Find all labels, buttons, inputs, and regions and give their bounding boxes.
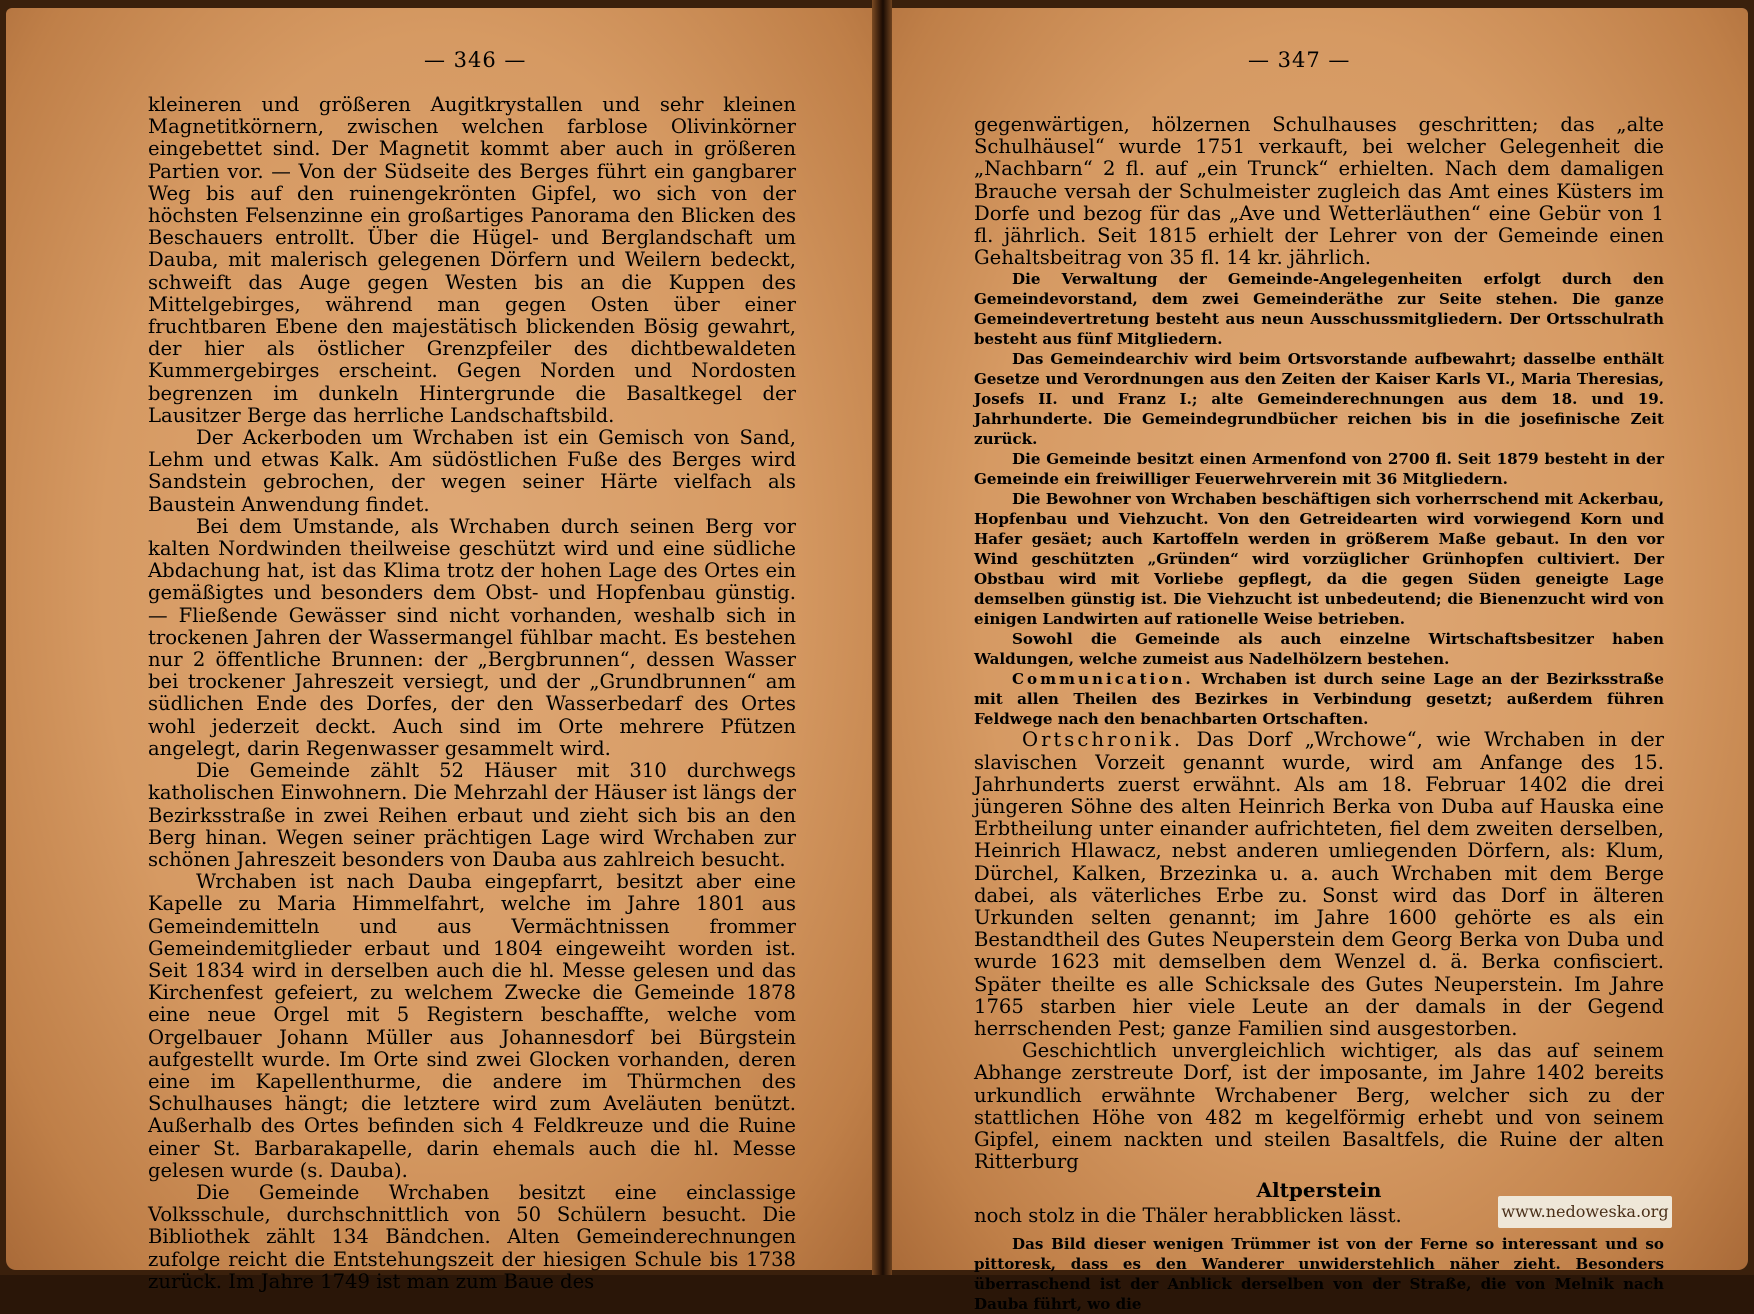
- left-paragraph: Die Gemeinde zählt 52 Häuser mit 310 durchwegs katholischen Einwohnern. Die Mehrzahl der Häuser ist längs der Bezirksstraße in zwei Reihen erbaut und zieht sich bis an den Berg hinan. Wegen seiner prächtigen Lage wird Wrchaben zur schönen Jahreszeit besonders von Dauba aus zahlreich besucht.: [148, 759, 796, 871]
- left-paragraph: Bei dem Umstande, als Wrchaben durch seinen Berg vor kalten Nordwinden theilweise geschützt wird und eine südliche Abdachung hat, ist das Klima trotz der hohen Lage des Ortes ein gemäßigtes und besonders dem Obst- und Hopfenbau günstig. — Fließende Gewässer sind nicht vorhanden, weshalb sich in trockenen Jahren der Wassermangel fühlbar macht. Es bestehen nur 2 öffentliche Brunnen: der „Bergbrunnen“, dessen Wasser bei trockener Jahreszeit versiegt, und der „Grundbrunnen“ am südlichen Ende des Dorfes, der den Wasserbedarf des Ortes wohl jederzeit deckt. Auch sind im Orte mehrere Pfützen angelegt, darin Regenwasser gesammelt wird.: [148, 514, 796, 760]
- left-page-text: [148, 94, 796, 1293]
- right-small-paragraph: Das Gemeindearchiv wird beim Ortsvorstande aufbewahrt; dasselbe enthält Gesetze und Verordnungen aus den Zeiten der Kaiser Karls VI., Maria Theresias, Josefs II. und Franz I.; alte Gemeinderechnungen aus dem 18. und 19. Jahrhunderte. Die Gemeindegrundbücher reichen bis in die josefinische Zeit zurück.: [974, 350, 1664, 449]
- right-page-text: [974, 114, 1664, 1314]
- left-page-number: — 346 —: [424, 48, 527, 72]
- left-paragraph: Wrchaben ist nach Dauba eingepfarrt, besitzt aber eine Kapelle zu Maria Himmelfahrt, welche im Jahre 1801 aus Gemeindemitteln und aus Vermächtnissen frommer Gemeindemitglieder erbaut und 1804 eingeweiht worden ist. Seit 1834 wird in derselben auch die hl. Messe gelesen und das Kirchenfest gefeiert, zu welchem Zwecke die Gemeinde 1878 eine neue Orgel mit 5 Registern beschaffte, welche vom Orgelbauer Johann Müller aus Johannesdorf bei Bürgstein aufgestellt wurde. Im Orte sind zwei Glocken vorhanden, deren eine im Kapellenthurme, die andere im Thürmchen des Schulhauses hängt; die letztere wird zum Aveläuten benützt. Außerhalb des Ortes befinden sich 4 Feldkreuze und die Ruine einer St. Barbarakapelle, darin ehemals auch die hl. Messe gelesen wurde (s. Dauba).: [148, 870, 796, 1182]
- history-paragraph: Geschichtlich unvergleichlich wichtiger, als das auf seinem Abhange zerstreute Dorf, ist der imposante, im Jahre 1402 bereits urkundlich erwähnte Wrchabener Berg, welcher sich zu der stattlichen Höhe von 482 m kegelförmig erhebt und von seinem Gipfel, einem nackten und steilen Basaltfels, die Ruine der alten Ritterburg: [974, 1039, 1664, 1174]
- right-intro-paragraph: gegenwärtigen, hölzernen Schulhauses geschritten; das „alte Schulhäusel“ wurde 1751 verkauft, bei welcher Gelegenheit die „Nachbarn“ 2 fl. auf „ein Trunck“ erhielten. Nach dem damaligen Brauche versah der Schulmeister zugleich das Amt eines Küsters im Dorfe und bezog für das „Ave und Wetterläuthen“ eine Gebür von 1 fl. jährlich. Seit 1815 erhielt der Lehrer von der Gemeinde einen Gehaltsbeitrag von 35 fl. 14 kr. jährlich.: [974, 113, 1664, 270]
- left-paragraph: Der Ackerboden um Wrchaben ist ein Gemisch von Sand, Lehm und etwas Kalk. Am südöstlichen Fuße des Berges wird Sandstein gebrochen, der wegen seiner Härte vielfach als Baustein Anwendung findet.: [148, 426, 796, 516]
- website-watermark: www.nedoweska.org: [1498, 1196, 1672, 1228]
- right-small-paragraph: Die Verwaltung der Gemeinde-Angelegenheiten erfolgt durch den Gemeindevorstand, dem zwei Gemeinderäthe zur Seite stehen. Die ganze Gemeindevertretung besteht aus neun Ausschussmitgliedern. Der Ortsschulrath besteht aus fünf Mitgliedern.: [974, 270, 1664, 349]
- ortschronik-text: Das Dorf „Wrchowe“, wie Wrchaben in der slavischen Vorzeit genannt wurde, wird am Anfange des 15. Jahrhunderts zuerst erwähnt. Als am 18. Februar 1402 die drei jüngeren Söhne des alten Heinrich Berka von Duba auf Hauska eine Erbtheilung unter einander aufrichteten, fiel dem zweiten derselben, Heinrich Hlawacz, nebst anderen umliegenden Dörfern, als: Klum, Dürchel, Kalken, Brzezinka u. a. auch Wrchaben mit dem Berge dabei, als väterliches Erbe zu. Sonst wird das Dorf in älteren Urkunden selten genannt; im Jahre 1600 gehörte es als ein Bestandtheil des Gutes Neuperstein dem Georg Berka von Duba und wurde 1623 mit demselben dem Wenzel d. ä. Berka confisciert. Später theilte es alle Schicksale des Gutes Neuperstein. Im Jahre 1765 starben hier viele Leute an der damals in der Gegend herrschenden Pest; ganze Familien sind ausgestorben.: [974, 728, 1665, 1041]
- altperstein-heading: Altperstein: [1256, 1178, 1382, 1203]
- after-heading-line: noch stolz in die Thäler herabblicken lässt.: [974, 1204, 1402, 1228]
- communication-label: Communication.: [1012, 670, 1194, 689]
- book-gutter: [872, 0, 892, 1275]
- communication-paragraph: [974, 669, 1664, 729]
- communication-text: Wrchaben ist durch seine Lage an der Bezirksstraße mit allen Theilen des Bezirkes in Verbindung gesetzt; außerdem führen Feldwege nach den benachbarten Ortschaften.: [974, 670, 1664, 729]
- final-small-paragraph: Das Bild dieser wenigen Trümmer ist von der Ferne so interessant und so pittoresk, dass es den Wanderer unwiderstehlich näher zieht. Besonders überraschend ist der Anblick derselben von der Straße, die von Melnik nach Dauba führt, wo die: [974, 1234, 1664, 1313]
- right-page-number: — 347 —: [1248, 48, 1351, 72]
- ortschronik-label: Ortschronik.: [1022, 728, 1184, 752]
- right-small-paragraph: Sowohl die Gemeinde als auch einzelne Wirtschaftsbesitzer haben Waldungen, welche zumeist aus Nadelhölzern bestehen.: [974, 630, 1664, 669]
- left-paragraph: Die Gemeinde Wrchaben besitzt eine einclassige Volksschule, durchschnittlich von 50 Schülern besucht. Die Bibliothek zählt 134 Bändchen. Alten Gemeinderechnungen zufolge reicht die Entstehungszeit der hiesigen Schule bis 1738 zurück. Im Jahre 1749 ist man zum Baue des: [148, 1180, 796, 1293]
- right-small-paragraph: Die Bewohner von Wrchaben beschäftigen sich vorherrschend mit Ackerbau, Hopfenbau und Viehzucht. Von den Getreidearten wird vorwiegend Korn und Hafer gesäet; auch Kartoffeln werden in größerem Maße gebaut. In den vor Wind geschützten „Gründen“ wird vorzüglicher Grünhopfen cultiviert. Der Obstbau wird mit Vorliebe gepflegt, da die gegen Süden geneigte Lage demselben günstig ist. Die Viehzucht ist unbedeutend; die Bienenzucht wird von einigen Landwirten auf rationelle Weise betrieben.: [974, 490, 1664, 629]
- right-small-paragraph: Die Gemeinde besitzt einen Armenfond von 2700 fl. Seit 1879 besteht in der Gemeinde ein freiwilliger Feuerwehrverein mit 36 Mitgliedern.: [974, 450, 1664, 489]
- left-paragraph: kleineren und größeren Augitkrystallen und sehr kleinen Magnetitkörnern, zwischen welchen farblose Olivinkörner eingebettet sind. Der Magnetit kommt aber auch in größeren Partien vor. — Von der Südseite des Berges führt ein gangbarer Weg bis auf den ruinengekrönten Gipfel, wo sich von der höchsten Felsenzinne ein großartiges Panorama den Blicken des Beschauers entrollt. Über die Hügel- und Berglandschaft um Dauba, mit malerisch gelegenen Dörfern und Weilern bedeckt, schweift das Auge gegen Westen bis an die Kuppen des Mittelgebirges, während man gegen Osten über einer fruchtbaren Ebene den majestätisch blickenden Bösig gewahrt, der hier als östlicher Grenzpfeiler des dichtbewaldeten Kummergebirges erscheint. Gegen Norden und Nordosten begrenzen im dunkeln Hintergrunde die Basaltkegel der Lausitzer Berge das herrliche Landschaftsbild.: [148, 93, 796, 427]
- ortschronik-paragraph: [974, 729, 1664, 1040]
